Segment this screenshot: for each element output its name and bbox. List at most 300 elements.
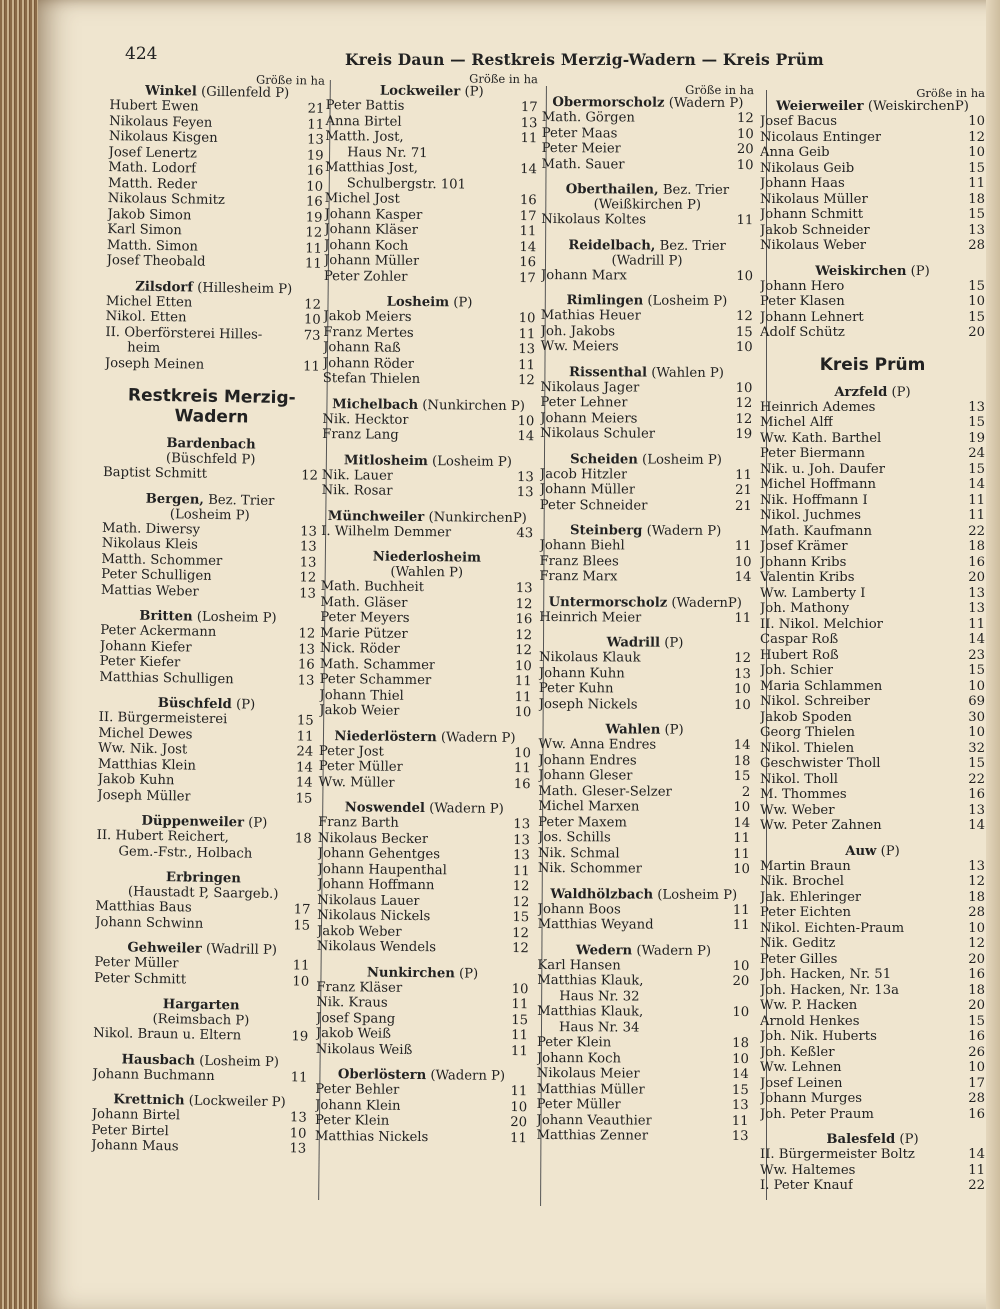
area-ha: 23 xyxy=(968,647,985,663)
area-ha: 11 xyxy=(735,467,752,483)
area-ha: 11 xyxy=(510,1083,528,1100)
owner-row xyxy=(99,669,314,688)
area-ha: 17 xyxy=(518,270,536,286)
place-postal-note: (Wadern P) xyxy=(430,1068,506,1084)
owner-row xyxy=(760,679,985,695)
owner-row xyxy=(537,1050,749,1067)
owner-row xyxy=(321,523,533,541)
area-ha: 20 xyxy=(968,570,985,585)
owner-row xyxy=(107,253,322,272)
area-ha: 11 xyxy=(511,1027,528,1044)
owner-row xyxy=(540,426,752,443)
area-ha: 13 xyxy=(516,469,534,485)
owner-name: Nikolaus Schmitz xyxy=(107,190,226,209)
owner-row xyxy=(537,988,749,1005)
owner-row xyxy=(760,1163,985,1179)
owner-name: Johann Müller xyxy=(539,481,636,498)
area-ha: 15 xyxy=(968,160,985,176)
area-ha: 12 xyxy=(301,468,319,484)
owner-row xyxy=(760,192,985,208)
area-ha: 16 xyxy=(519,193,537,209)
owner-name: Math. Görgen xyxy=(541,109,635,126)
owner-name: Johann Lehnert xyxy=(760,309,864,325)
owner-name: Johann Marx xyxy=(540,267,627,283)
column-1 xyxy=(91,72,325,1157)
owner-name: Mattias Weber xyxy=(100,582,199,600)
place-section xyxy=(321,508,533,541)
place-section xyxy=(107,83,325,272)
place-heading xyxy=(539,635,751,651)
owner-name: Johann Koch xyxy=(536,1050,622,1066)
owner-name: Franz Marx xyxy=(539,568,618,585)
place-section xyxy=(760,264,985,341)
area-ha: 15 xyxy=(295,790,313,807)
place-postal-note: (Losheim P) xyxy=(657,887,738,903)
place-name: Wahlen xyxy=(605,722,661,738)
owner-name: Schulbergstr. 101 xyxy=(346,175,467,192)
size-column-header: Größe in ha xyxy=(256,72,326,88)
owner-name: Johann Endres xyxy=(538,752,637,769)
area-ha: 19 xyxy=(305,209,323,226)
place-heading xyxy=(537,942,749,958)
owner-row xyxy=(540,379,752,396)
owner-row xyxy=(538,783,750,800)
owner-row xyxy=(537,1112,749,1129)
area-ha: 11 xyxy=(514,689,532,705)
owner-name: Johann Klein xyxy=(315,1097,401,1114)
area-ha: 2 xyxy=(741,784,751,800)
owner-name: Peter Jost xyxy=(318,743,384,760)
owner-name: Nikolaus Nickels xyxy=(317,907,431,925)
area-ha: 15 xyxy=(296,713,314,729)
owner-name: Michel Dewes xyxy=(98,725,193,743)
column-4 xyxy=(760,88,985,1194)
owner-name: Mathias Heuer xyxy=(540,307,641,324)
area-ha: 14 xyxy=(968,632,985,647)
area-ha: 22 xyxy=(968,1178,985,1193)
area-ha: 10 xyxy=(734,682,751,698)
area-ha: 13 xyxy=(731,1098,749,1114)
owner-row xyxy=(541,339,753,356)
area-ha: 11 xyxy=(302,358,321,375)
owner-row xyxy=(541,267,753,284)
owner-name: Jakob Weiß xyxy=(315,1025,392,1042)
owner-row xyxy=(319,703,531,721)
owner-name: Ww. Haltemes xyxy=(760,1162,856,1178)
owner-row xyxy=(96,843,311,862)
place-name: Noswendel xyxy=(344,800,426,817)
owner-name: Peter Zohler xyxy=(323,268,408,285)
area-ha: 11 xyxy=(968,508,985,523)
owner-name: Peter Müller xyxy=(94,954,179,972)
owner-row xyxy=(540,497,752,514)
area-ha: 12 xyxy=(304,296,322,313)
owner-name: Michel Marxen xyxy=(538,798,640,815)
owner-name: Jakob Spoden xyxy=(760,709,852,725)
owner-row xyxy=(537,973,749,990)
owner-name: Ww. Nik. Jost xyxy=(98,740,188,758)
area-ha: 15 xyxy=(968,415,985,430)
owner-name: Geschwister Tholl xyxy=(760,756,881,771)
owner-name: Michel Jost xyxy=(324,190,400,207)
area-ha: 11 xyxy=(513,761,531,777)
owner-name: Math. Lodorf xyxy=(108,159,197,177)
place-name: Hargarten xyxy=(162,997,240,1014)
place-name: Krettnich xyxy=(113,1092,185,1109)
owner-name: Nikolaus Müller xyxy=(760,191,868,207)
owner-row xyxy=(538,814,750,831)
area-ha: 18 xyxy=(733,753,751,769)
owner-row xyxy=(760,921,985,937)
size-column-header: Größe in ha xyxy=(469,71,539,87)
owner-name: Matthias Schulligen xyxy=(99,669,234,687)
place-section xyxy=(97,695,314,807)
area-ha: 20 xyxy=(968,325,985,340)
owner-row xyxy=(760,446,985,462)
area-ha: 10 xyxy=(736,157,754,173)
area-ha: 10 xyxy=(968,294,985,309)
area-ha: 26 xyxy=(968,1044,985,1060)
area-ha: 12 xyxy=(734,651,752,667)
area-ha: 12 xyxy=(305,225,323,241)
owner-row xyxy=(540,482,752,499)
area-ha: 20 xyxy=(968,998,985,1013)
area-ha xyxy=(727,989,749,1005)
place-postal-note: (Losheim P) xyxy=(199,1053,280,1070)
place-name: Nunkirchen xyxy=(366,964,455,981)
owner-name: Johann Gehentges xyxy=(317,845,441,863)
area-ha: 12 xyxy=(512,879,530,895)
area-ha: 18 xyxy=(968,982,985,998)
area-ha: 13 xyxy=(298,641,316,658)
owner-row xyxy=(97,787,312,806)
place-postal-note: (Losheim P) xyxy=(196,609,277,626)
owner-name: Peter Klasen xyxy=(760,294,845,309)
owner-name: Ww. Peter Zahnen xyxy=(760,818,882,833)
owner-row xyxy=(538,752,750,769)
owner-name: Michel Hoffmann xyxy=(760,477,876,492)
place-section xyxy=(540,451,752,514)
area-ha: 13 xyxy=(516,485,534,501)
area-ha: 20 xyxy=(968,951,985,967)
owner-row xyxy=(760,415,985,431)
owner-name: Josef Spang xyxy=(316,1010,396,1027)
area-ha: 28 xyxy=(968,238,985,253)
owner-name: Ww. Lamberty I xyxy=(760,585,866,601)
owner-name: Jacob Hitzler xyxy=(539,466,628,482)
owner-row xyxy=(760,983,985,999)
owner-name: Nikolaus Schuler xyxy=(540,425,656,442)
area-ha: 12 xyxy=(512,925,530,941)
owner-row xyxy=(760,952,985,968)
area-ha: 12 xyxy=(512,894,530,910)
place-name: Reidelbach, xyxy=(568,237,656,254)
place-postal-note: (WeiskirchenP) xyxy=(867,99,969,114)
area-ha: 11 xyxy=(509,1130,527,1146)
place-name: Britten xyxy=(139,608,193,625)
owner-row xyxy=(760,663,985,679)
area-ha: 14 xyxy=(968,1147,985,1162)
area-ha: 16 xyxy=(968,1029,985,1044)
owner-row xyxy=(323,371,535,389)
owner-row xyxy=(760,493,985,509)
owner-row xyxy=(760,462,985,478)
area-ha: 17 xyxy=(519,208,537,224)
owner-row xyxy=(538,901,750,918)
owner-row xyxy=(760,874,985,890)
area-ha: 15 xyxy=(968,207,985,222)
place-postal-note: (Wadern P) xyxy=(429,801,504,817)
area-ha: 73 xyxy=(303,327,321,344)
owner-name: Nikolaus Geib xyxy=(760,160,855,176)
area-ha: 12 xyxy=(299,570,317,586)
area-ha: 13 xyxy=(968,858,985,874)
area-ha: 10 xyxy=(735,380,753,396)
owner-name: Matthias Weyand xyxy=(537,916,654,933)
area-ha: 11 xyxy=(520,131,538,147)
owner-name: Johann Biehl xyxy=(539,537,625,554)
owner-row xyxy=(539,553,751,570)
owner-row xyxy=(760,400,985,416)
place-name: Waldhölzbach xyxy=(550,886,654,903)
area-ha: 20 xyxy=(732,974,750,990)
place-postal-note: (P) xyxy=(899,1132,919,1147)
area-ha: 14 xyxy=(295,759,314,776)
owner-name: Peter Battis xyxy=(325,97,405,114)
owner-name: Ww. Kath. Barthel xyxy=(760,430,882,446)
owner-name: Joh. Jakobs xyxy=(540,323,616,339)
owner-row xyxy=(760,1014,985,1030)
area-ha: 10 xyxy=(292,973,310,990)
owner-row xyxy=(541,308,753,325)
place-section xyxy=(760,844,985,1123)
owner-name: Nikol. Tholl xyxy=(760,771,838,787)
owner-name: Nik. u. Joh. Daufer xyxy=(760,461,886,477)
owner-row xyxy=(760,176,985,192)
area-ha: 14 xyxy=(520,162,538,178)
area-ha: 19 xyxy=(306,147,324,164)
place-heading xyxy=(103,435,318,469)
owner-row xyxy=(760,1091,985,1107)
place-postal-note: (P) xyxy=(248,815,268,831)
place-heading xyxy=(96,869,311,903)
area-ha: 10 xyxy=(514,745,531,761)
owner-name: Math. Kaufmann xyxy=(760,523,872,539)
owner-name: Nikolaus Feyen xyxy=(109,113,213,131)
place-name: Arzfeld xyxy=(834,384,888,400)
owner-name: Nikolaus Weiß xyxy=(315,1041,413,1058)
place-postal-note: (Lockweiler P) xyxy=(188,1093,286,1111)
area-ha: 10 xyxy=(733,697,751,713)
owner-name: Matthias Klauk, xyxy=(537,1003,644,1020)
owner-name: Nikol. Schreiber xyxy=(760,694,871,709)
area-ha: 18 xyxy=(968,191,985,207)
owner-name: Arnold Henkes xyxy=(760,1013,860,1029)
area-ha: 10 xyxy=(514,705,532,721)
area-ha: 13 xyxy=(306,132,324,148)
place-postal-note: (Büschfeld P) xyxy=(165,451,256,468)
area-ha: 16 xyxy=(513,776,531,792)
owner-name: Johann Kläser xyxy=(324,221,419,238)
place-section xyxy=(760,1132,985,1194)
place-section xyxy=(91,1092,307,1157)
place-name: Hausbach xyxy=(121,1051,196,1069)
place-section xyxy=(322,396,534,444)
owner-name: Nikolaus Lauer xyxy=(317,892,420,909)
owner-name: Peter Meier xyxy=(541,140,622,157)
place-postal-note: (P) xyxy=(910,263,930,279)
area-ha: 13 xyxy=(289,1141,307,1157)
place-section xyxy=(322,452,534,500)
owner-name: Josef Bacus xyxy=(760,114,838,129)
owner-name: Stefan Thielen xyxy=(322,370,421,388)
place-name: Oberthailen, xyxy=(565,182,659,198)
area-ha: 11 xyxy=(304,256,322,272)
owner-name: Math. Gläser xyxy=(320,594,408,611)
owner-row xyxy=(539,665,751,682)
owner-row xyxy=(760,741,985,757)
area-ha: 15 xyxy=(968,309,985,325)
area-ha: 10 xyxy=(511,981,529,997)
owner-row xyxy=(760,818,985,834)
owner-row xyxy=(538,799,750,816)
owner-name: Johann Maus xyxy=(91,1137,179,1155)
place-name: Niederlöstern xyxy=(334,728,437,745)
area-ha: 14 xyxy=(968,477,985,492)
owner-name: Nik. Kraus xyxy=(316,994,388,1011)
place-name: Weiskirchen xyxy=(815,263,907,279)
owner-name: Matthias Klauk, xyxy=(537,972,644,989)
owner-row xyxy=(538,830,750,847)
owner-name: Math. Gleser-Selzer xyxy=(538,783,672,800)
area-ha: 32 xyxy=(968,740,985,756)
place-heading xyxy=(538,886,750,902)
place-postal-note: (P) xyxy=(664,635,684,651)
owner-name: Valentin Kribs xyxy=(760,570,855,585)
owner-name: Peter Maas xyxy=(541,125,618,141)
owner-row xyxy=(760,238,985,254)
owner-row xyxy=(760,145,985,161)
area-ha: 10 xyxy=(518,311,536,327)
owner-name: Anna Birtel xyxy=(325,113,402,130)
place-name: Balesfeld xyxy=(826,1132,896,1147)
owner-name: Matthias Nickels xyxy=(314,1128,429,1145)
owner-row xyxy=(540,410,752,427)
place-name: Obermorscholz xyxy=(552,95,665,111)
place-section xyxy=(105,278,322,374)
area-ha: 13 xyxy=(512,848,530,864)
owner-row xyxy=(538,845,750,862)
place-postal-note: (Wahlen P) xyxy=(390,564,464,581)
owner-row xyxy=(760,1076,985,1092)
owner-row xyxy=(94,970,309,989)
owner-name: Peter Meyers xyxy=(320,609,410,626)
owner-name: Matthias Jost, xyxy=(324,159,419,176)
owner-row xyxy=(760,114,985,130)
owner-name: Franz Lang xyxy=(322,426,399,443)
owner-name: Joh. Keßler xyxy=(760,1044,835,1060)
area-ha: 12 xyxy=(517,373,535,389)
place-section xyxy=(96,813,312,863)
owner-name: II. Bürgermeisterei xyxy=(98,709,228,728)
area-ha: 24 xyxy=(968,446,985,461)
owner-name: Johann Hero xyxy=(760,278,845,294)
owner-row xyxy=(760,998,985,1014)
owner-name: Joh. Peter Praum xyxy=(760,1106,874,1122)
owner-row xyxy=(540,395,752,412)
area-ha: 10 xyxy=(289,1125,307,1142)
place-postal-note: (Wadern P) xyxy=(668,95,744,112)
owner-row xyxy=(539,650,751,667)
place-heading xyxy=(540,523,752,539)
owner-name: heim xyxy=(127,340,161,356)
owner-name: Nikol. Juchmes xyxy=(760,508,862,523)
area-ha xyxy=(298,343,320,359)
owner-row xyxy=(537,1035,749,1052)
region-heading: Kreis Prüm xyxy=(819,354,926,375)
owner-name: Jak. Ehleringer xyxy=(760,889,862,905)
owner-name: Nikolaus Jager xyxy=(540,379,640,396)
owner-row xyxy=(318,774,530,792)
area-ha: 21 xyxy=(734,498,752,514)
owner-name: Peter Kiefer xyxy=(99,653,181,671)
area-ha xyxy=(515,177,537,193)
owner-name: I. Wilhelm Demmer xyxy=(321,523,452,540)
area-ha: 10 xyxy=(968,920,985,936)
area-ha: 11 xyxy=(968,1162,985,1178)
owner-row xyxy=(760,570,985,586)
owner-row xyxy=(760,905,985,921)
area-ha: 19 xyxy=(291,1029,309,1045)
owner-name: Peter Müller xyxy=(318,758,404,775)
area-ha: 24 xyxy=(296,744,314,760)
owner-name: Josef Lenertz xyxy=(108,144,198,162)
place-heading xyxy=(541,237,753,268)
owner-name: Heinrich Ademes xyxy=(760,399,876,415)
area-ha: 16 xyxy=(968,967,985,982)
owner-row xyxy=(538,861,750,878)
area-ha: 12 xyxy=(515,596,533,612)
owner-name: Johann Röder xyxy=(322,355,415,372)
place-section xyxy=(318,728,531,792)
place-name: Michelbach xyxy=(332,396,419,413)
area-ha: 28 xyxy=(968,1091,985,1106)
owner-row xyxy=(760,617,985,633)
owner-name: Nikolaus Becker xyxy=(317,830,429,847)
owner-name: Johann Kribs xyxy=(760,554,847,570)
owner-name: Franz Barth xyxy=(318,814,399,831)
owner-row xyxy=(539,681,751,698)
owner-name: Caspar Roß xyxy=(760,632,839,647)
area-ha: 14 xyxy=(734,570,752,586)
owner-row xyxy=(760,1178,985,1194)
area-ha: 17 xyxy=(520,100,538,116)
owner-name: Johann Kuhn xyxy=(538,665,625,681)
owner-row xyxy=(538,768,750,785)
owner-row xyxy=(760,694,985,710)
owner-name: Nick. Röder xyxy=(319,640,400,657)
area-ha: 13 xyxy=(520,115,538,131)
area-ha: 14 xyxy=(733,738,751,754)
owner-row xyxy=(536,1128,748,1145)
place-postal-note: (Reimsbach P) xyxy=(152,1011,250,1029)
owner-name: Michel Etten xyxy=(105,293,193,310)
owner-name: Matth. Simon xyxy=(106,237,199,255)
place-heading xyxy=(93,996,308,1030)
owner-name: Johann Kiefer xyxy=(99,638,192,656)
place-section xyxy=(103,435,319,484)
area-ha: 15 xyxy=(968,756,985,771)
